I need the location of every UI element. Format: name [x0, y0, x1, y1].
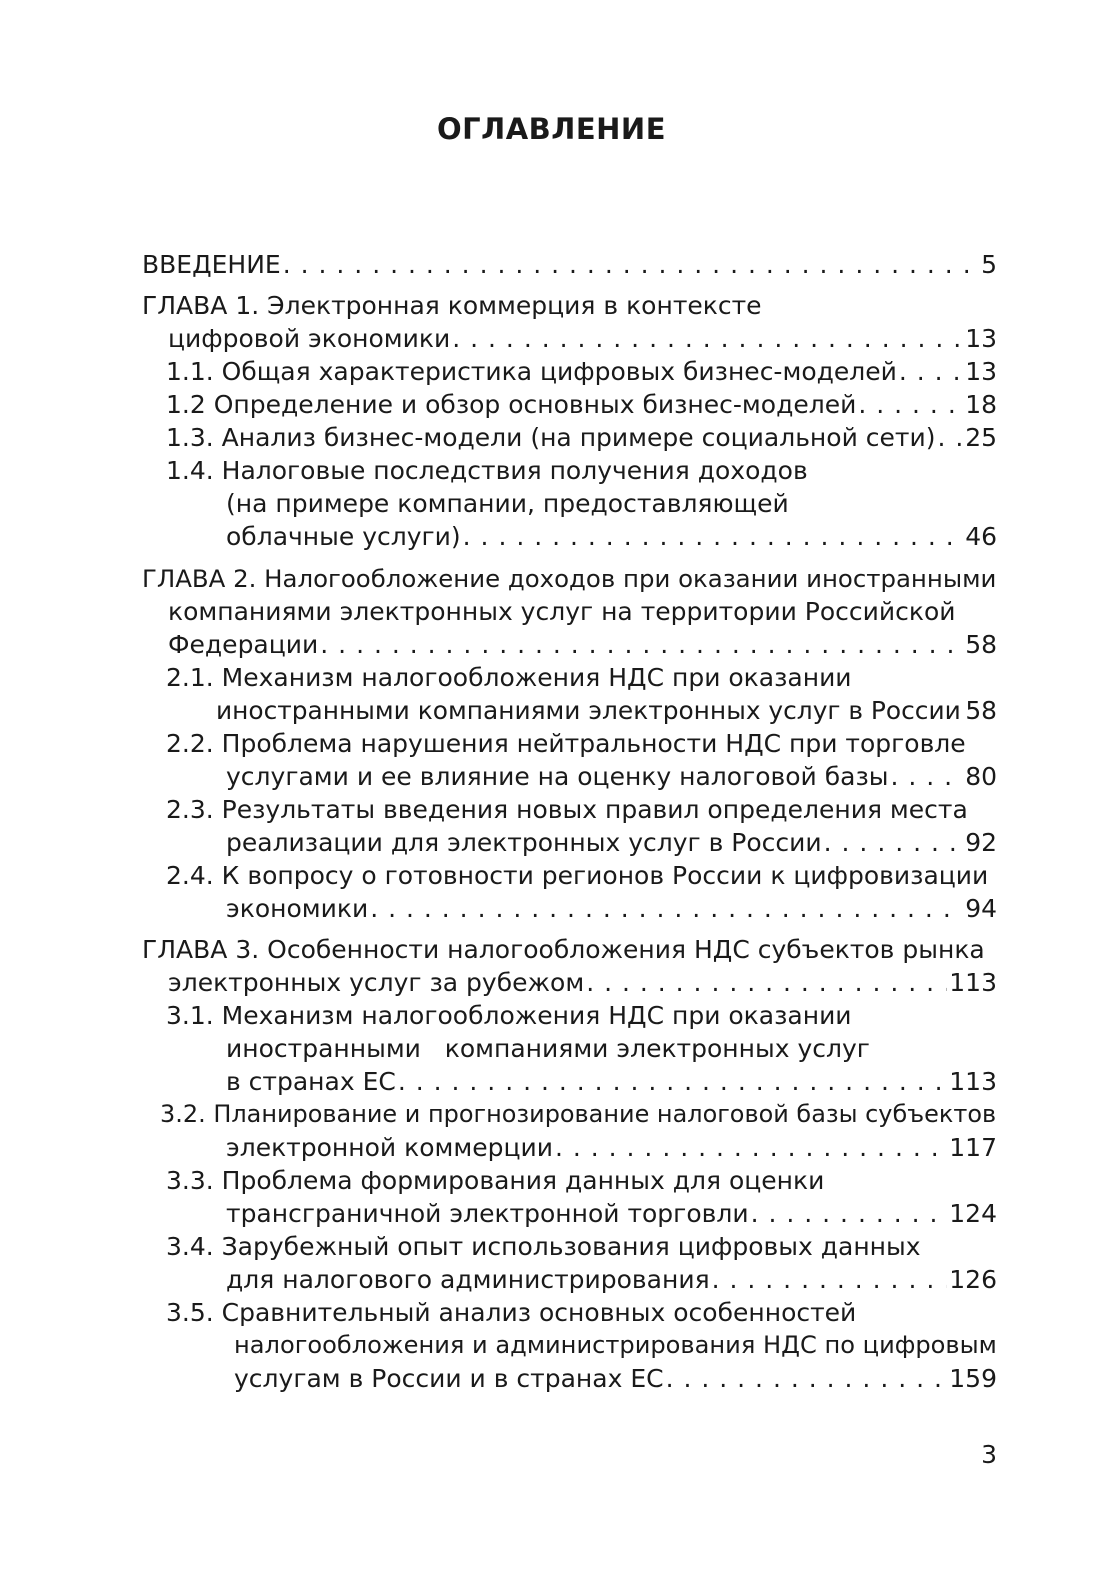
toc-section-2-3-line1[interactable]	[166, 793, 968, 826]
toc-entry-page: 46	[965, 522, 997, 551]
toc-section-3-3-line1[interactable]	[166, 1164, 824, 1197]
toc-entry-label: экономики	[226, 894, 369, 923]
dot-leader	[283, 248, 979, 281]
toc-section-3-4-line1[interactable]	[166, 1230, 921, 1263]
dot-leader	[398, 1065, 947, 1098]
toc-section-1-4-line1[interactable]	[166, 454, 808, 487]
toc-section-3-1[interactable]	[226, 1065, 997, 1098]
toc-entry-label: компаниями электронных услуг на территории Российской	[168, 597, 956, 626]
toc-entry-page: 126	[949, 1265, 997, 1294]
toc-section-3-4[interactable]	[226, 1263, 997, 1296]
toc-entry-label: 3.3. Проблема формирования данных для оценки	[166, 1166, 825, 1195]
toc-entry-label: для налогового администрирования	[226, 1265, 710, 1294]
dot-leader	[666, 1362, 948, 1395]
dot-leader	[452, 322, 963, 355]
toc-entry-label: 3.4. Зарубежный опыт использования цифровых данных	[166, 1232, 921, 1261]
toc-entry-page: 124	[949, 1199, 997, 1228]
toc-entry-label: (на примере компании, предоставляющей	[226, 489, 789, 518]
toc-entry-label: 3.5. Сравнительный анализ основных особенностей	[166, 1298, 857, 1327]
toc-entry-label: ГЛАВА 3. Особенности налогообложения НДС субъектов рынка	[142, 935, 985, 964]
toc-entry-label: 2.1. Механизм налогообложения НДС при оказании	[166, 663, 852, 692]
dot-leader	[586, 966, 947, 999]
toc-entry-label: электронной коммерции	[226, 1133, 553, 1162]
toc-section-1-4-line2[interactable]	[226, 487, 789, 520]
dot-leader	[937, 421, 963, 454]
dot-leader	[370, 892, 963, 925]
toc-section-3-5-line1[interactable]	[166, 1296, 856, 1329]
toc-section-2-2-line1[interactable]	[166, 727, 966, 760]
toc-entry-label: 2.3. Результаты введения новых правил определения места	[166, 795, 968, 824]
toc-entry-label: 1.2 Определение и обзор основных бизнес-моделей	[166, 390, 857, 419]
toc-entry-page: 58	[965, 696, 997, 725]
page-number: 3	[981, 1440, 997, 1469]
toc-entry-introduction[interactable]	[142, 248, 997, 281]
toc-entry-label: Федерации	[168, 630, 319, 659]
dot-leader	[555, 1131, 947, 1164]
toc-entry-label: налогообложения и администрирования НДС по цифровым	[234, 1331, 997, 1359]
toc-entry-label: трансграничной электронной торговли	[226, 1199, 749, 1228]
toc-entry-page: 18	[965, 390, 997, 419]
toc-entry-label: 1.1. Общая характеристика цифровых бизнес-моделей	[166, 357, 897, 386]
toc-entry-label: 2.4. К вопросу о готовности регионов России к цифровизации	[166, 861, 989, 890]
toc-section-3-1-line1[interactable]	[166, 999, 852, 1032]
toc-entry-label: 1.3. Анализ бизнес-модели (на примере социальной сети)	[166, 423, 936, 452]
toc-entry-label: услугами и ее влияние на оценку налоговой базы	[226, 762, 889, 791]
toc-entry-page: 113	[949, 968, 997, 997]
toc-entry-page: 13	[965, 357, 997, 386]
toc-entry-page: 25	[965, 423, 997, 452]
toc-entry-label: реализации для электронных услуг в России	[226, 828, 822, 857]
dot-leader	[751, 1197, 948, 1230]
toc-entry-page: 13	[965, 324, 997, 353]
toc-entry-label: иностранными компаниями электронных услуг	[226, 1034, 870, 1063]
toc-section-2-3[interactable]	[226, 826, 997, 859]
toc-chapter-1[interactable]	[168, 322, 997, 355]
toc-entry-label: 1.4. Налоговые последствия получения доходов	[166, 456, 808, 485]
toc-entry-label: облачные услуги)	[226, 522, 461, 551]
toc-entry-label: в странах ЕС	[226, 1067, 396, 1096]
toc-section-2-1-line1[interactable]	[166, 661, 852, 694]
toc-section-2-4-line1[interactable]	[166, 859, 988, 892]
toc-section-3-2[interactable]	[226, 1131, 997, 1164]
dot-leader	[891, 760, 964, 793]
toc-chapter-2[interactable]	[168, 628, 997, 661]
toc-entry-page: 113	[949, 1067, 997, 1096]
dot-leader	[899, 355, 963, 388]
dot-leader	[712, 1263, 948, 1296]
toc-chapter-3-line1[interactable]	[142, 933, 985, 966]
toc-entry-label: 3.2. Планирование и прогнозирование налоговой базы субъектов	[160, 1100, 997, 1128]
toc-entry-page: 80	[965, 762, 997, 791]
toc-section-1-1[interactable]	[166, 355, 997, 388]
dot-leader	[320, 628, 963, 661]
toc-chapter-2-line1[interactable]	[142, 562, 996, 595]
toc-section-2-1[interactable]	[216, 694, 997, 727]
toc-entry-page: 159	[949, 1364, 997, 1393]
toc-section-3-1-line2[interactable]	[226, 1032, 870, 1065]
dot-leader	[858, 388, 963, 421]
toc-entry-page: 117	[949, 1133, 997, 1162]
dot-leader	[463, 520, 964, 553]
toc-section-1-4[interactable]	[226, 520, 997, 553]
toc-chapter-2-line2[interactable]	[168, 595, 956, 628]
toc-entry-label: услугам в России и в странах ЕС	[234, 1364, 664, 1393]
toc-entry-label: 3.1. Механизм налогообложения НДС при оказании	[166, 1001, 852, 1030]
toc-entry-page: 58	[965, 630, 997, 659]
dot-leader	[824, 826, 964, 859]
toc-entry-label: ГЛАВА 1. Электронная коммерция в контексте	[142, 291, 762, 320]
toc-entry-label: 2.2. Проблема нарушения нейтральности НДС при торговле	[166, 729, 966, 758]
toc-entry-page: 5	[981, 250, 997, 279]
toc-entry-label: ГЛАВА 2. Налогообложение доходов при оказании иностранными	[142, 564, 997, 593]
toc-entry-label: электронных услуг за рубежом	[168, 968, 585, 997]
toc-section-3-5[interactable]	[234, 1362, 997, 1395]
toc-section-2-2[interactable]	[226, 760, 997, 793]
toc-entry-page: 92	[965, 828, 997, 857]
toc-section-2-4[interactable]	[226, 892, 997, 925]
toc-entry-page: 94	[965, 894, 997, 923]
dot-leader	[963, 694, 964, 727]
toc-title: ОГЛАВЛЕНИЕ	[436, 112, 666, 146]
toc-section-1-3[interactable]	[166, 421, 997, 454]
toc-section-3-3[interactable]	[226, 1197, 997, 1230]
toc-entry-label: цифровой экономики	[168, 324, 451, 353]
toc-section-1-2[interactable]	[166, 388, 997, 421]
toc-section-3-2-line1[interactable]	[160, 1098, 996, 1131]
toc-entry-label: иностранными компаниями электронных услуг в России	[216, 696, 961, 725]
toc-chapter-3[interactable]	[168, 966, 997, 999]
toc-chapter-1-line1[interactable]	[142, 289, 762, 322]
toc-entry-label: ВВЕДЕНИЕ	[142, 250, 281, 279]
toc-section-3-5-line2[interactable]	[234, 1329, 997, 1362]
